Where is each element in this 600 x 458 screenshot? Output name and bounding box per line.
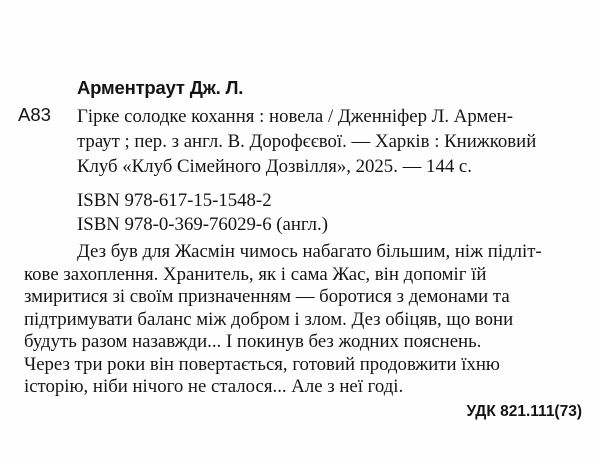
author-index-code: А83 — [18, 104, 51, 125]
udk-code: УДК 821.111(73) — [466, 403, 582, 420]
isbn-original: ISBN 978-0-369-76029-6 (англ.) — [77, 214, 328, 235]
bibliographic-description — [77, 104, 597, 179]
annotation — [24, 241, 594, 399]
annotation-line: Через три роки він повертається, готовий продовжити їхню — [24, 353, 500, 375]
annotation-line: змиритися зі своїм призначенням — боротися з демонами та — [24, 286, 510, 307]
annotation-line: кове захоплення. Хранитель, як і сама Жас, він допоміг їй — [24, 263, 487, 285]
author-heading: Арментраут Дж. Л. — [77, 77, 244, 98]
annotation-line: Дез був для Жасмін чимось набагато більшим, ніж підліт- — [77, 241, 542, 262]
annotation-line: будуть разом назавжди... І покинув без жодних пояснень. — [24, 331, 482, 352]
description-line: Гірке солодке кохання : новела / Дженніфер Л. Армен- — [77, 106, 513, 127]
description-line: траут ; пер. з англ. В. Дорофєєвої. — Харків : Книжковий — [77, 131, 537, 152]
annotation-line: історію, ніби нічого не сталося... Але з неї годі. — [24, 376, 404, 397]
annotation-line: підтримувати баланс між добром і злом. Дез обіцяв, що вони — [24, 308, 514, 330]
isbn-ukrainian: ISBN 978-617-15-1548-2 — [77, 190, 272, 211]
description-line: Клуб «Клуб Сімейного Дозвілля», 2025. — 144 с. — [77, 156, 472, 177]
